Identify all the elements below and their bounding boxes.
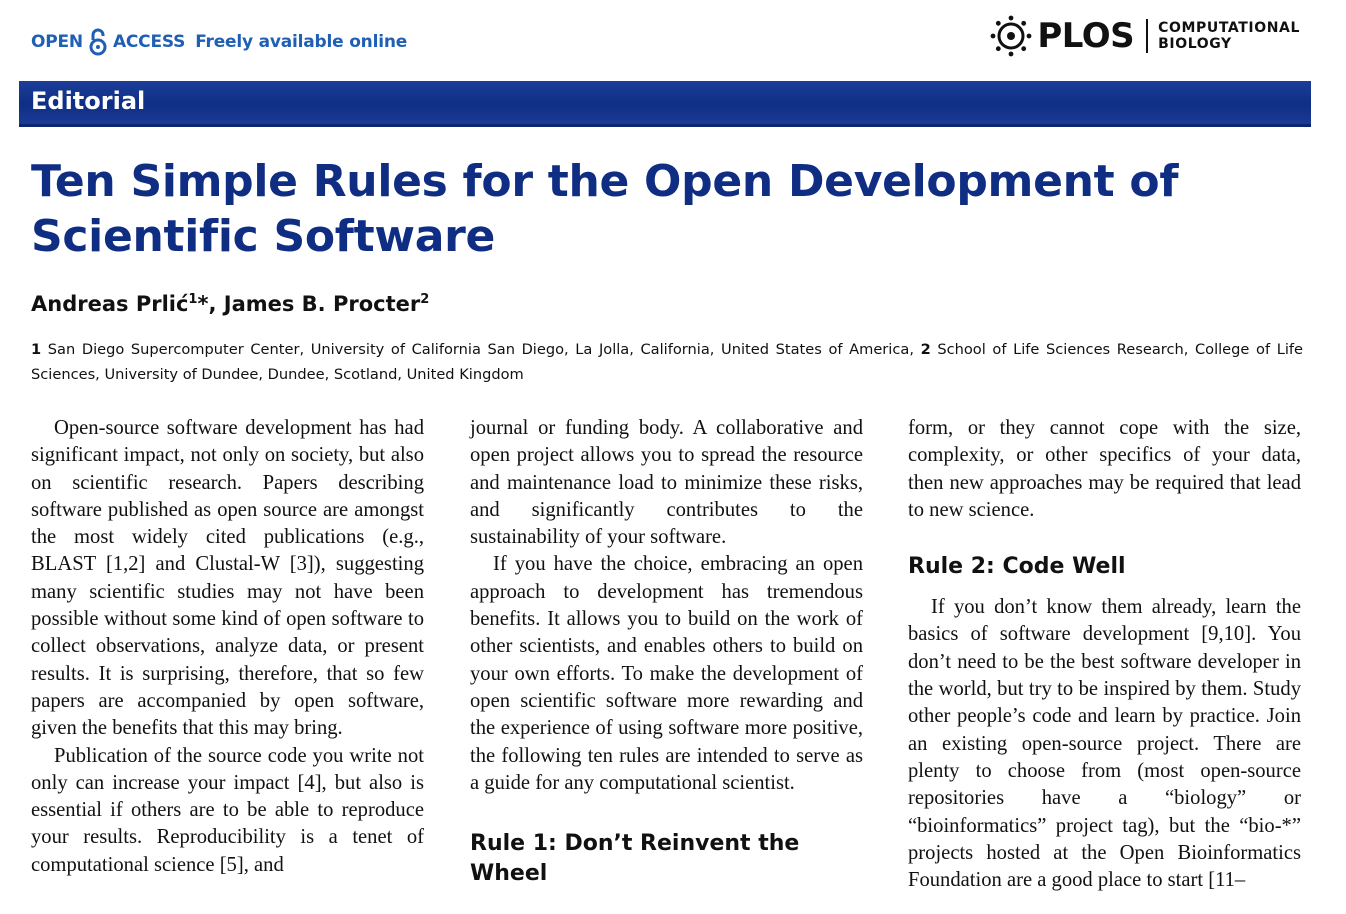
- affil-2-text: School of Life Sciences Research, College of Life Sciences, University of Dundee, Dundee, Scotland, United Kingdom: [31, 341, 1303, 383]
- paragraph: Publication of the source code you write not only can increase your impact [4], but also is essential if others are to be able to reproduce your results. Reproducibility is a tenet of computational science [5], and: [31, 744, 424, 876]
- open-label: OPEN: [31, 32, 83, 52]
- plos-sunburst-icon: [989, 14, 1033, 58]
- article-title: Ten Simple Rules for the Open Development of Scientific Software: [31, 156, 1179, 262]
- paragraph: If you don’t know them already, learn the basics of software development [9,10]. You don’t need to be the best software developer in the world, but try to be inspired by them. Study other people’s code and learn by practice. Join an existing open-source project. There are plenty to choose from (most open-source repositories have a “biology” or “bioinformatics” project tag), but the “bio-*” projects hosted at the Open Bioinformatics Foundation are a good place to start [11–: [908, 596, 1301, 892]
- open-access-lock-icon: [89, 27, 107, 57]
- paragraph: journal or funding body. A collaborative and open project allows you to spread the resource and maintenance load to minimize these risks, and significantly contributes to the sustainability of your software.: [470, 417, 863, 549]
- access-label: ACCESS: [112, 32, 186, 52]
- paragraph: form, or they cannot cope with the size, complexity, or other specifics of your data, then new approaches may be required that lead to new science.: [908, 417, 1301, 521]
- affil-1-text: San Diego Supercomputer Center, University of California San Diego, La Jolla, California, United States of America,: [47, 341, 914, 358]
- paragraph: If you have the choice, embracing an open approach to development has tremendous benefits. It allows you to build on the work of other scientists, and enables others to build on your own efforts. To make the development of open scientific software more rewarding and the experience of using software more positive, the following ten rules are intended to serve as a guide for any computational scientist.: [470, 553, 863, 794]
- author-list: [31, 292, 429, 316]
- body-column-1: [31, 415, 424, 879]
- journal-line-1: COMPUTATIONAL: [1158, 20, 1300, 36]
- freely-available-label: Freely available online: [195, 32, 408, 52]
- journal-name: [1158, 20, 1300, 52]
- affiliations: [31, 337, 1303, 387]
- body-column-2: [470, 415, 863, 889]
- plos-wordmark: PLOS: [1037, 16, 1135, 56]
- logo-divider: [1146, 19, 1148, 53]
- section-heading: Rule 1: Don’t Reinvent the Wheel: [470, 831, 800, 887]
- affil-1-number: 1: [31, 341, 42, 358]
- open-access-badge: [31, 22, 407, 62]
- section-heading: Rule 2: Code Well: [908, 554, 1126, 580]
- affil-2-number: 2: [920, 341, 931, 358]
- author-2[interactable]: James B. Procter: [223, 292, 421, 316]
- author-1-affil: 1: [188, 292, 198, 307]
- section-banner: [19, 81, 1311, 127]
- author-2-affil: 2: [420, 292, 430, 307]
- body-column-3: [908, 415, 1301, 894]
- plos-logo: [989, 14, 1300, 58]
- paragraph: Open-source software development has had significant impact, not only on society, but also on scientific research. Papers describing software published as open source are amongst the most widely cited publications (e.g., BLAST [1,2] and Clustal-W [3]), suggesting many scientific studies may not have been possible without some kind of open software to collect observations, analyze data, or present results. It is surprising, therefore, that so few papers are accompanied by open software, given the benefits that this may bring.: [31, 417, 424, 740]
- corresponding-mark: *,: [197, 292, 224, 316]
- journal-line-2: BIOLOGY: [1158, 36, 1232, 52]
- author-1[interactable]: Andreas Prlić: [31, 292, 189, 316]
- section-label: Editorial: [31, 87, 146, 115]
